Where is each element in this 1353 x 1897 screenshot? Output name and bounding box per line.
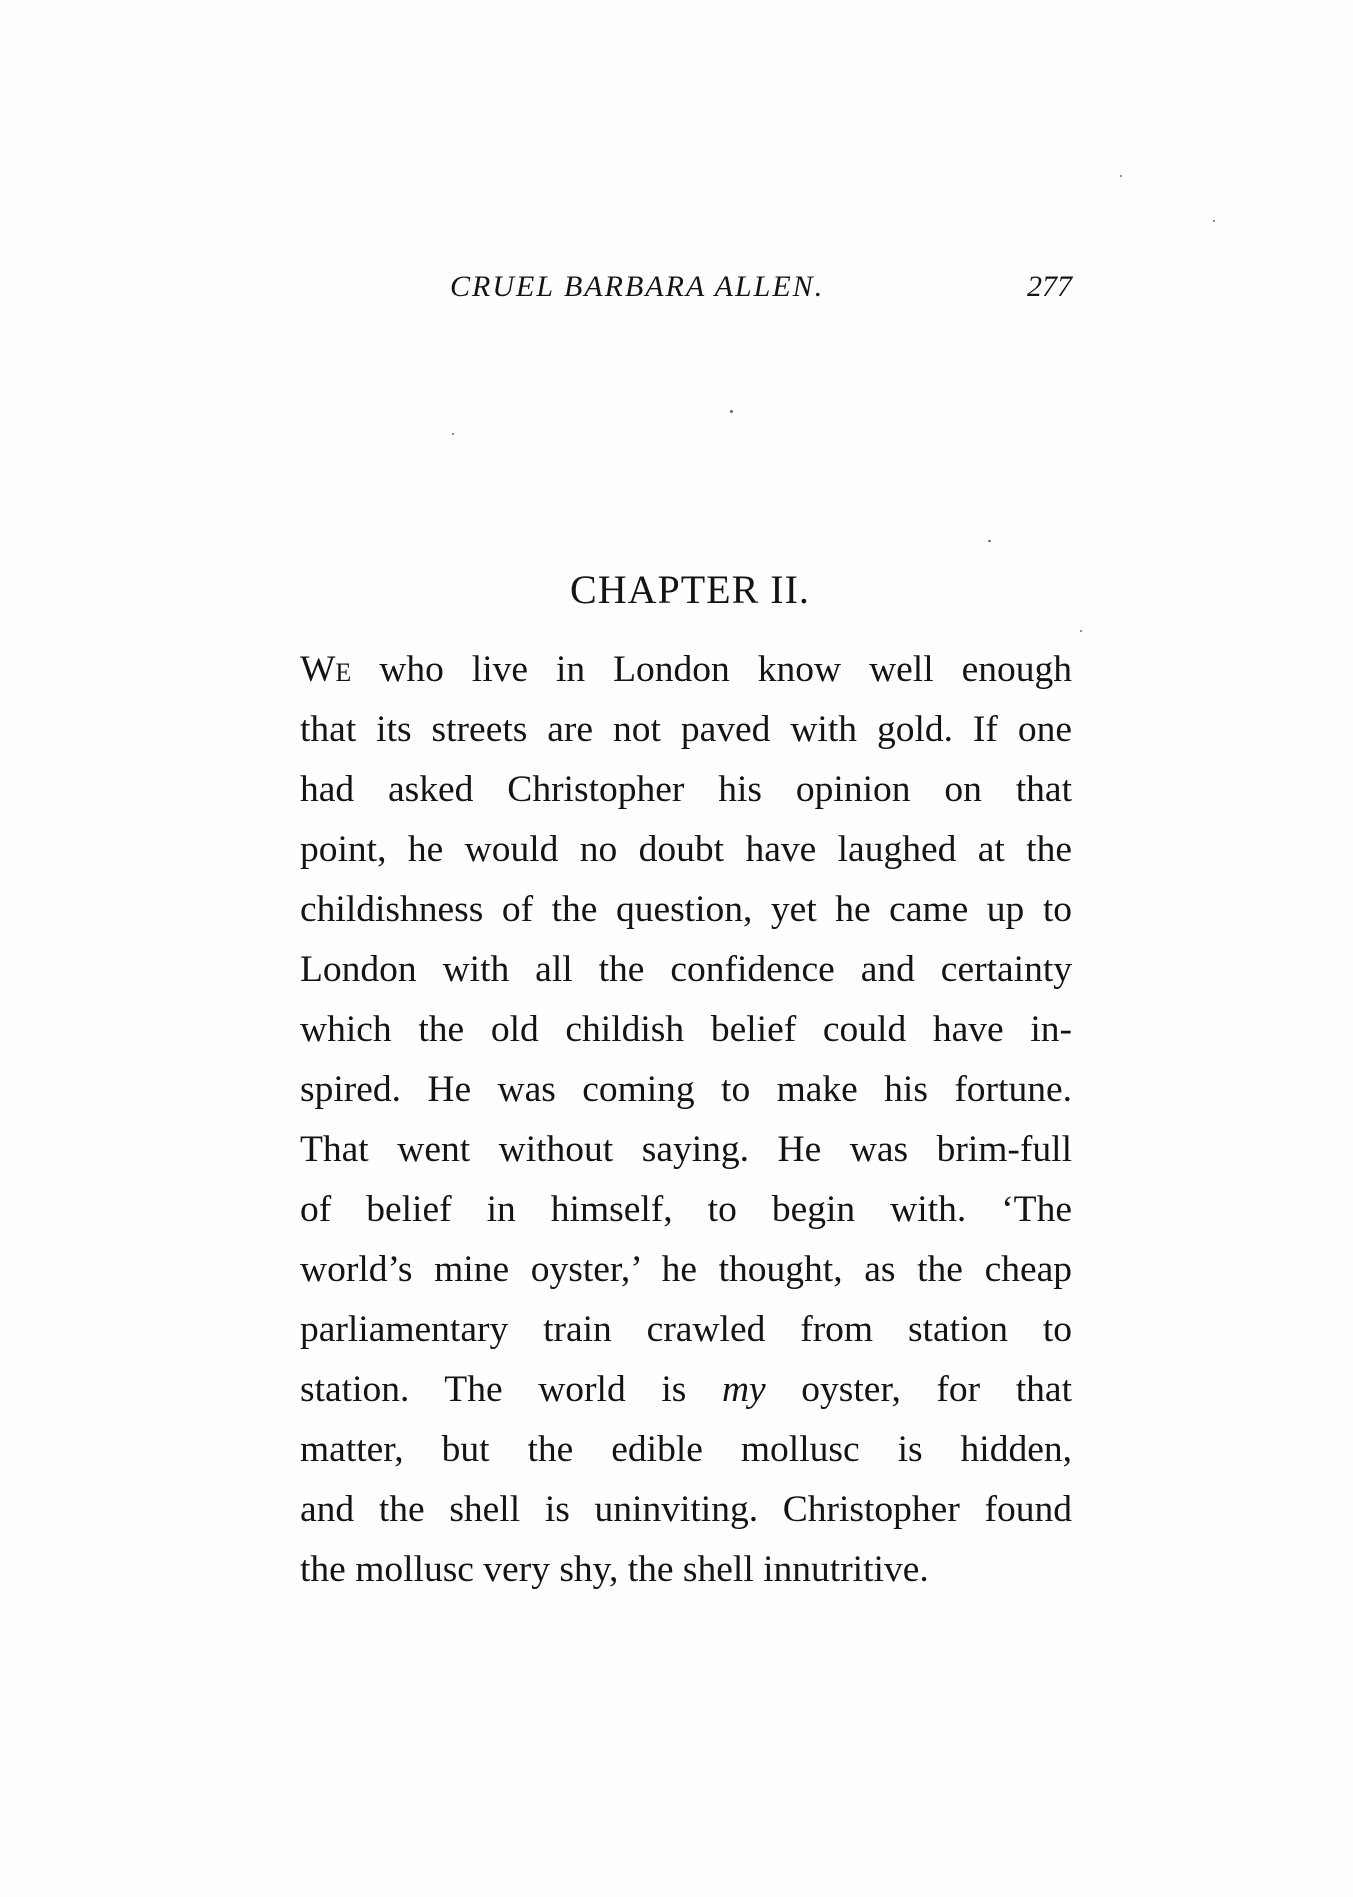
body-text — [300, 640, 1072, 1600]
running-title: CRUEL BARBARA ALLEN. — [450, 270, 825, 303]
text-line: spired. He was coming to make his fortune. — [300, 1069, 1072, 1110]
text-line: matter, but the edible mollusc is hidden, — [300, 1429, 1072, 1470]
text-line: had asked Christopher his opinion on that — [300, 769, 1072, 810]
text-line: childishness of the question, yet he came up to — [300, 889, 1072, 930]
text-line: That went without saying. He was brim-full — [300, 1129, 1072, 1170]
scan-speck — [730, 410, 733, 413]
scan-speck — [452, 433, 454, 435]
text-line: London with all the confidence and certainty — [300, 949, 1072, 990]
scan-speck — [1213, 220, 1215, 222]
emphasis-word: my — [721, 1369, 766, 1410]
scan-speck — [1120, 175, 1122, 177]
text-line: that its streets are not paved with gold. If one — [300, 709, 1072, 750]
text-line: which the old childish belief could have in- — [300, 1009, 1072, 1050]
text-line: point, he would no doubt have laughed at the — [300, 829, 1072, 870]
text-line: parliamentary train crawled from station to — [300, 1309, 1072, 1350]
text-line: of belief in himself, to begin with. ‘The — [300, 1189, 1072, 1230]
running-head — [300, 270, 1080, 310]
scan-speck — [1080, 630, 1082, 632]
text-line: We who live in London know well enough — [300, 649, 1072, 690]
text-line: world’s mine oyster,’ he thought, as the cheap — [300, 1249, 1072, 1290]
opening-small-caps: We — [300, 649, 352, 690]
text-line: station. The world is my oyster, for that — [300, 1369, 1072, 1410]
text-line: the mollusc very shy, the shell innutritive. — [300, 1549, 929, 1590]
text-line: and the shell is uninviting. Christopher found — [300, 1489, 1072, 1530]
page-number: 277 — [1027, 270, 1072, 303]
scan-speck — [988, 540, 991, 542]
chapter-heading: CHAPTER II. — [570, 567, 810, 612]
